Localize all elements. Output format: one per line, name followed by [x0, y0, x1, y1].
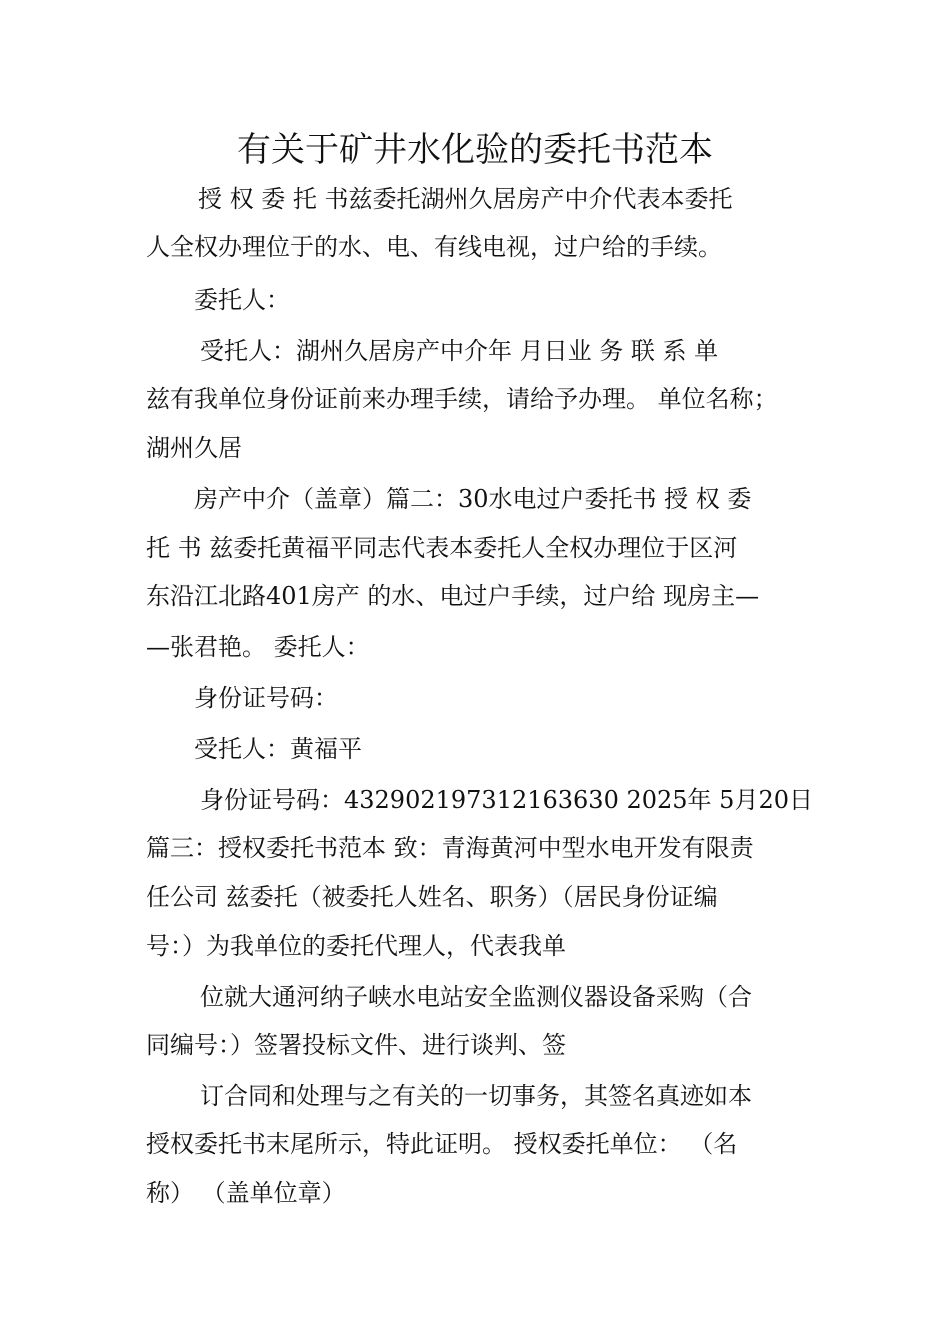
paragraph-line: 东沿江北路401房产 的水、电过户手续，过户给 现房主— [146, 582, 760, 610]
paragraph-line: 同编号：）签署投标文件、进行谈判、签 [146, 1031, 566, 1059]
paragraph-line: 身份证号码：432902197312163630 2025年 5月20日 [200, 786, 813, 814]
paragraph-line: 授权委托书末尾所示，特此证明。 授权委托单位： （名 [146, 1130, 738, 1158]
paragraph-line: 授 权 委 托 书兹委托湖州久居房产中介代表本委托 [198, 185, 733, 213]
paragraph-line: 称） （盖单位章） [146, 1179, 346, 1207]
paragraph-line: 托 书 兹委托黄福平同志代表本委托人全权办理位于区河 [146, 534, 738, 562]
paragraph-line: 房产中介（盖章）篇二：30水电过户委托书 授 权 委 [194, 485, 752, 513]
paragraph-line: 身份证号码： [194, 684, 338, 712]
document-title: 有关于矿井水化验的委托书范本 [237, 130, 713, 170]
paragraph-line: 兹有我单位身份证前来办理手续，请给予办理。 单位名称； [146, 385, 778, 413]
paragraph-line: 订合同和处理与之有关的一切事务，其签名真迹如本 [200, 1082, 752, 1110]
paragraph-line: 湖州久居 [146, 434, 242, 462]
paragraph-line: 篇三：授权委托书范本 致：青海黄河中型水电开发有限责 [146, 834, 754, 862]
paragraph-line: 委托人： [194, 286, 290, 314]
paragraph-line: 受托人：湖州久居房产中介年 月日业 务 联 系 单 [200, 337, 719, 365]
paragraph-line: 位就大通河纳子峡水电站安全监测仪器设备采购（合 [200, 983, 752, 1011]
paragraph-line: 号：）为我单位的委托代理人，代表我单 [146, 932, 566, 960]
paragraph-line: 人全权办理位于的水、电、有线电视，过户给的手续。 [146, 233, 722, 261]
paragraph-line: —张君艳。 委托人： [146, 633, 370, 661]
paragraph-line: 任公司 兹委托（被委托人姓名、职务）（居民身份证编 [146, 883, 718, 911]
paragraph-line: 受托人：黄福平 [194, 735, 362, 763]
